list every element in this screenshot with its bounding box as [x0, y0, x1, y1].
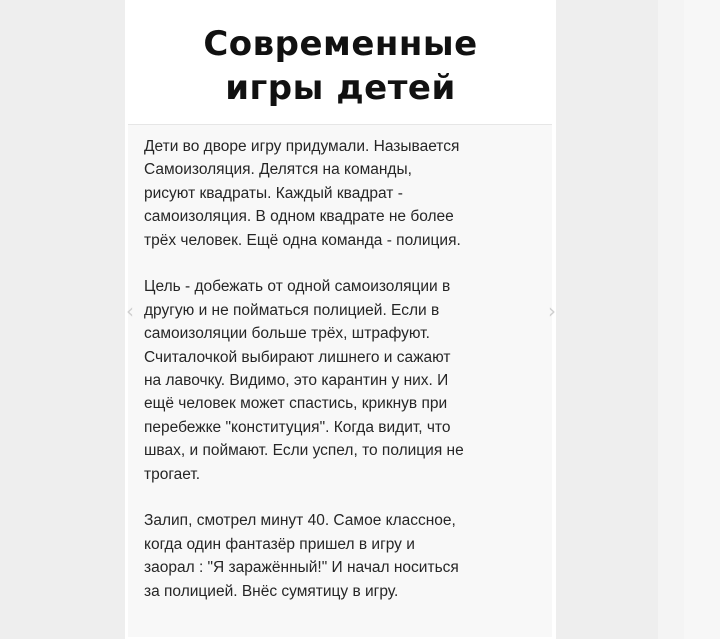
- story-text: [144, 135, 542, 603]
- chevron-left-icon[interactable]: ‹: [126, 299, 134, 323]
- chevron-right-icon[interactable]: ›: [548, 299, 556, 323]
- paragraph-1: Дети во дворе игру придумали. Называется Самоизоляция. Делятся на команды, рисуют квадраты. Каждый квадрат - самоизоляция. В одном квадрате не более трёх человек. Ещё одна команда - полиция.: [144, 138, 461, 249]
- post-title-line-2: игры детей: [225, 68, 456, 108]
- paragraph-2: Цель - добежать от одной самоизоляции в другую и не пойматься полицией. Если в самоизоляции больше трёх, штрафуют. Считалочкой выбирают лишнего и сажают на лавочку. Видимо, это карантин у них. И ещё человек может спастись, крикнув при перебежке "конституция". Когда видит, что швах, и поймают. Если успел, то полиция не трогает.: [144, 278, 464, 483]
- paragraph-3: Залип, смотрел минут 40. Самое классное, когда один фантазёр пришел в игру и заорал : "Я заражённый!" И начал носиться за полицией. Внёс сумятицу в игру.: [144, 512, 459, 600]
- right-strip: [658, 0, 684, 639]
- post-title: [125, 22, 556, 110]
- left-margin: [0, 0, 125, 639]
- post-title-line-1: Современные: [203, 24, 478, 64]
- right-edge: [684, 0, 720, 639]
- screenshot-text-panel: [128, 124, 552, 637]
